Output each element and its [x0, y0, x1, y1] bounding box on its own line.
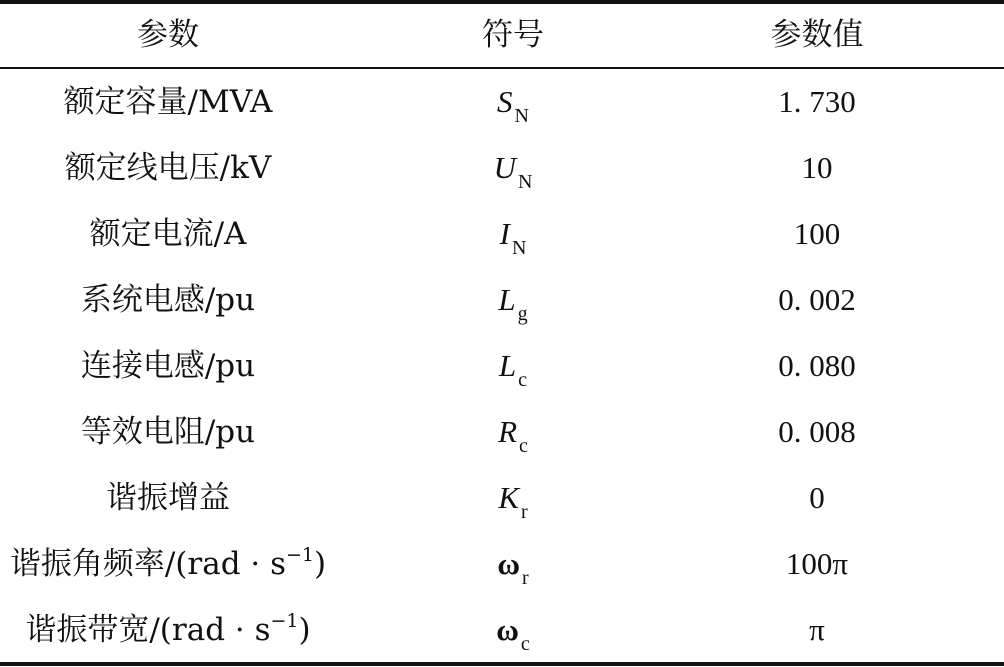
symbol-subscript: c	[519, 435, 528, 457]
symbol-base: I	[499, 216, 510, 251]
param-name: 额定容量/MVA	[63, 84, 273, 120]
param-symbol	[336, 531, 690, 597]
param-name: 额定电流/A	[89, 216, 247, 252]
header-symbol: 符号	[482, 17, 544, 53]
param-value: 100	[793, 216, 841, 251]
param-value: 0. 080	[778, 348, 856, 383]
table-row	[0, 135, 1004, 201]
symbol-base: L	[498, 282, 516, 317]
symbol-subscript: r	[521, 501, 528, 523]
symbol-base: ω	[497, 546, 520, 581]
symbol-subscript: g	[517, 303, 528, 325]
param-name-text: 谐振角频率/(rad · s	[9, 546, 287, 582]
symbol-base: R	[498, 414, 518, 449]
param-value: 0. 008	[778, 414, 856, 449]
bottom-rule	[0, 662, 1004, 666]
symbol-subscript: N	[517, 171, 533, 193]
table-row	[0, 465, 1004, 531]
param-name-tail: )	[298, 612, 311, 648]
param-name: 系统电感/pu	[80, 282, 256, 318]
header-row	[0, 2, 1004, 68]
table-row	[0, 531, 1004, 597]
symbol-subscript: r	[522, 567, 529, 589]
param-value: 10	[801, 150, 833, 185]
table-row	[0, 267, 1004, 333]
param-name-tail: )	[314, 546, 327, 582]
symbol-base: S	[497, 84, 513, 119]
table-row	[0, 201, 1004, 267]
param-symbol	[336, 69, 690, 135]
param-value: 100π	[785, 546, 849, 581]
table-row	[0, 333, 1004, 399]
param-superscript: −1	[270, 610, 299, 632]
param-symbol	[336, 465, 690, 531]
param-symbol	[336, 333, 690, 399]
param-name: 连接电感/pu	[80, 348, 256, 384]
param-name: 等效电阻/pu	[80, 414, 256, 450]
header-param: 参数	[137, 17, 199, 53]
symbol-base: K	[498, 480, 519, 515]
param-symbol	[336, 135, 690, 201]
param-superscript: −1	[286, 544, 315, 566]
symbol-subscript: N	[511, 237, 527, 259]
param-value: 0	[809, 480, 825, 515]
symbol-subscript: N	[514, 105, 529, 127]
table-row	[0, 69, 1004, 135]
param-value: 1. 730	[778, 84, 856, 119]
param-value: 0. 002	[778, 282, 856, 317]
param-name: 额定线电压/kV	[64, 150, 272, 186]
param-value: π	[809, 612, 825, 647]
param-symbol	[336, 399, 690, 465]
header-value: 参数值	[770, 17, 864, 53]
symbol-base: L	[498, 348, 517, 383]
param-symbol	[336, 267, 690, 333]
table-row	[0, 399, 1004, 465]
table-row	[0, 597, 1004, 663]
symbol-base: ω	[496, 612, 519, 647]
symbol-subscript: c	[520, 633, 530, 655]
param-name: 谐振增益	[106, 480, 230, 516]
param-symbol	[336, 597, 690, 663]
param-name	[0, 597, 336, 663]
symbol-base: U	[493, 150, 516, 185]
param-name	[0, 531, 336, 597]
symbol-subscript: c	[518, 369, 528, 391]
param-name-text: 谐振带宽/(rad · s	[25, 612, 271, 648]
param-symbol	[336, 201, 690, 267]
